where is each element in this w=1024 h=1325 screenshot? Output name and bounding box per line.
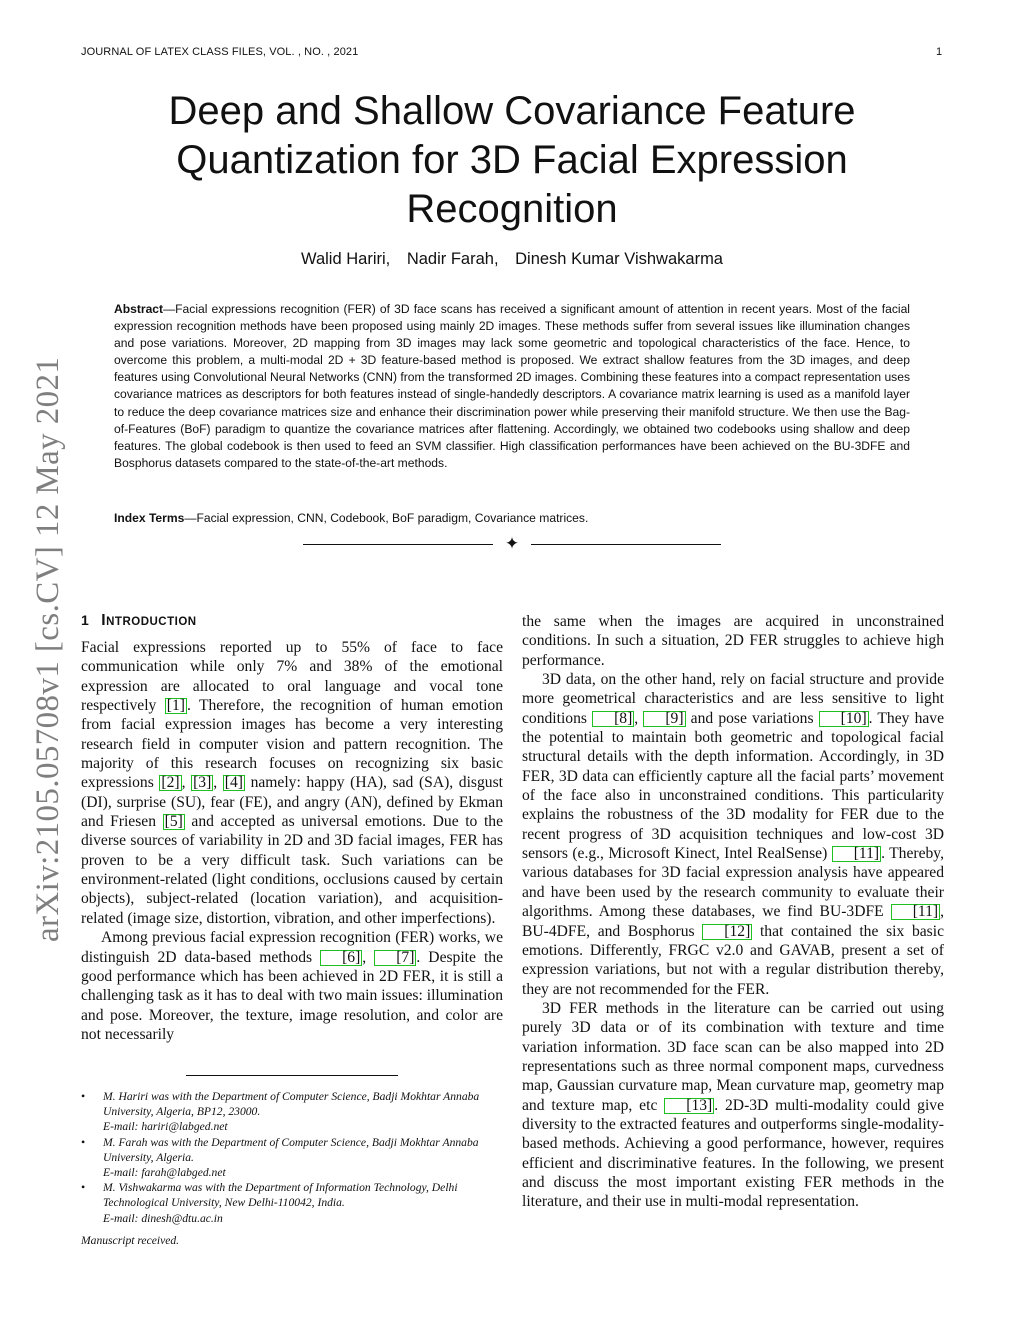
text-run: . They have the potential to maintain both geometric and topological facial structural details with the depth information. Accordingly, in 3D FER, 3D data can efficiently capture all the facial parts’ movement of the face also in unconstrained conditions. This particularity explains the robustness of the 3D modality for FER due to the recent progress of 3D acquisition techniques and low-cost 3D sensors (e.g., Microsoft Kinect, Intel RealSense) xyxy=(522,709,945,863)
bullet-icon: • xyxy=(81,1134,86,1149)
index-terms xyxy=(114,510,910,527)
text-run: , BU-4DFE, and Bosphorus xyxy=(522,903,944,940)
right-column xyxy=(522,612,944,1212)
citation-link[interactable]: [5] xyxy=(164,813,183,831)
title-line: Quantization for 3D Facial Expression xyxy=(176,138,848,182)
footnote-affiliation: M. Hariri was with the Department of Computer Science, Badji Mokhtar Annaba University, Algeria, BP12, 23000. xyxy=(103,1090,480,1119)
running-header: JOURNAL OF LATEX CLASS FILES, VOL. , NO. , 2021 xyxy=(81,46,359,58)
text-run: and accepted as universal emotions. Due to the diverse sources of variability in 2D and 3D facial images, FER has proven to be a very difficult task. Such variations can be environment-related (light conditions, occlusions caused by certain objects), subject-related (location variation), and acquisition-related (image size, distortion, vibration, and other imperfections). xyxy=(81,813,504,927)
citation-link[interactable]: [9] xyxy=(643,711,685,727)
footnote-affiliation: M. Farah was with the Department of Computer Science, Badji Mokhtar Annaba University, Algeria. xyxy=(103,1135,479,1164)
citation-link[interactable]: [3] xyxy=(193,774,212,792)
paper-title xyxy=(110,87,914,234)
citation-link[interactable]: [13] xyxy=(664,1098,714,1114)
text-run: 3D FER methods in the literature can be carried out using purely 3D data or of its combination with texture and time variation information. 3D face scan can be also mapped into 2D representations such as three normal component maps, curvedness map, Gaussian curvature map, Mean curvature map, geometry map and texture map, etc xyxy=(522,999,944,1114)
citation-link[interactable]: [1] xyxy=(166,697,185,715)
citation-link[interactable]: [4] xyxy=(224,774,243,792)
footnote-rule xyxy=(186,1075,398,1076)
text-run: , xyxy=(181,774,192,792)
author-name: Nadir Farah, xyxy=(406,250,499,268)
footnote-item xyxy=(81,1135,503,1181)
footnote-item xyxy=(81,1180,503,1226)
citation-link[interactable]: [11] xyxy=(891,904,940,920)
section-divider xyxy=(300,535,724,555)
text-run: Facial expressions reported up to 55% of face to face communication while only 7% and 38% of the emotional expression are allocated to oral language and vocal tone respectively xyxy=(81,639,503,715)
paragraph: the same when the images are acquired in unconstrained conditions. In such a situation, 2D FER struggles to achieve high performance. xyxy=(522,613,944,669)
section-heading xyxy=(81,612,197,630)
footnotes xyxy=(81,1089,503,1226)
footnote-email: E-mail: farah@labged.net xyxy=(103,1166,226,1180)
citation-link[interactable]: [2] xyxy=(161,774,180,792)
citation-link[interactable]: [8] xyxy=(592,711,634,727)
text-run: . Thereby, various databases for 3D facial expression analysis have appeared and have been used by the research community to evaluate their algorithms. Among these databases, we find BU-3DFE xyxy=(522,845,944,921)
index-terms-text: —Facial expression, CNN, Codebook, BoF paradigm, Covariance matrices. xyxy=(184,511,589,525)
divider-rule-left xyxy=(303,544,493,545)
abstract-label: Abstract xyxy=(114,302,164,316)
footnote-affiliation: M. Vishwakarma was with the Department of Information Technology, Delhi Technological University, New Delhi-110042, India. xyxy=(103,1181,458,1210)
divider-rule-right xyxy=(531,544,721,545)
text-run: that contained the six basic emotions. Differently, FRGC v2.0 and GAVAB, present a set of expression variations, but not with a regular distribution thereby, they are not recommended for the FER. xyxy=(522,922,944,998)
citation-link[interactable]: [12] xyxy=(702,924,752,940)
citation-link[interactable]: [10] xyxy=(819,711,869,727)
left-column xyxy=(81,638,503,1044)
arxiv-stamp: arXiv:2105.05708v1 [cs.CV] 12 May 2021 xyxy=(30,356,66,942)
text-run: , xyxy=(213,774,223,792)
text-run: , xyxy=(634,709,644,727)
index-terms-label: Index Terms xyxy=(114,511,185,525)
text-run: . 2D-3D multi-modality could give diversity to the extracted features and outperforms single-modality-based methods. Achieving a good performance, however, requires efficient and discriminative features. In the following, we present and discuss the most important existing FER methods in the literature, and their use in multi-modal representation. xyxy=(522,1096,944,1211)
citation-link[interactable]: [7] xyxy=(374,950,416,966)
paragraph xyxy=(81,638,503,928)
bullet-icon: • xyxy=(81,1089,86,1103)
paragraph xyxy=(522,670,944,999)
author-name: Dinesh Kumar Vishwakarma xyxy=(515,250,723,268)
text-run: . Therefore, the recognition of human emotion from facial expression images has become a very interesting research field in computer vision and pattern recognition. The majority of this research focuses on recognizing six basic expressions xyxy=(81,697,503,792)
abstract-text: —Facial expressions recognition (FER) of 3D face scans has received a significant amount of attention in recent years. Most of the facial expression recognition methods have been proposed using mainly 2D images. These methods suffer from several issues like illumination changes and pose variations. Moreover, 2D mapping from 3D images may lack some geometric and topological characteristics of the face. Hence, to overcome this problem, a multi-modal 2D + 3D feature-based method is proposed. We extract shallow features from the 3D images, and deep features using Convolutional Neural Networks (CNN) from the transformed 2D images. Combining these features into a compact representation uses covariance matrices as descriptors for both features instead of single-handedly descriptors. A covariance matrix learning is used as a manifold layer to reduce the deep covariance matrices size and enhance their discrimination power while preserving their manifold structure. We then use the Bag-of-Features (BoF) paradigm to quantize the covariance matrices after flattening. Accordingly, we obtained two codebooks using shallow and deep features. The global codebook is then used to feed an SVM classifier. High classification performances have been achieved on the BU-3DFE and Bosphorus datasets compared to the state-of-the-art methods. xyxy=(114,302,910,470)
section-title-rest: NTRODUCTION xyxy=(106,616,197,628)
section-number: 1 xyxy=(81,612,90,628)
footnote-item xyxy=(81,1089,503,1135)
page-number: 1 xyxy=(936,46,943,58)
manuscript-note: Manuscript received. xyxy=(81,1234,180,1247)
paragraph xyxy=(522,999,944,1212)
author-name: Walid Hariri, xyxy=(301,250,391,268)
title-line: Deep and Shallow Covariance Feature xyxy=(168,89,856,133)
paragraph xyxy=(81,928,503,1044)
text-run: namely: happy (HA), sad (SA), disgust (DI), surprise (SU), fear (FE), and angry (AN), defined by Ekman and Friesen xyxy=(81,774,503,831)
citation-link[interactable]: [11] xyxy=(832,846,881,862)
abstract xyxy=(114,301,910,472)
text-run: . Despite the good performance which has been achieved in 2D FER, it is still a challenging task as it has to deal with two main issues: illumination and pose. Moreover, the texture, image resolution, and color are not necessarily xyxy=(81,948,504,1043)
text-run: and pose variations xyxy=(685,709,819,727)
text-run: , xyxy=(362,948,375,966)
footnote-email: E-mail: hariri@labged.net xyxy=(103,1120,228,1134)
author-list xyxy=(110,250,914,269)
bullet-icon: • xyxy=(81,1180,86,1195)
footnote-email: E-mail: dinesh@dtu.ac.in xyxy=(103,1211,223,1225)
text-run: 3D data, on the other hand, rely on facial structure and provide more geometrical characteristics and are less sensitive to light conditions xyxy=(522,671,944,727)
title-line: Recognition xyxy=(406,187,618,231)
divider-star-icon: ✦ xyxy=(504,534,520,554)
text-run: Among previous facial expression recognition (FER) works, we distinguish 2D data-based methods xyxy=(81,929,503,966)
section-title-initial: I xyxy=(101,612,107,629)
citation-link[interactable]: [6] xyxy=(320,950,362,966)
